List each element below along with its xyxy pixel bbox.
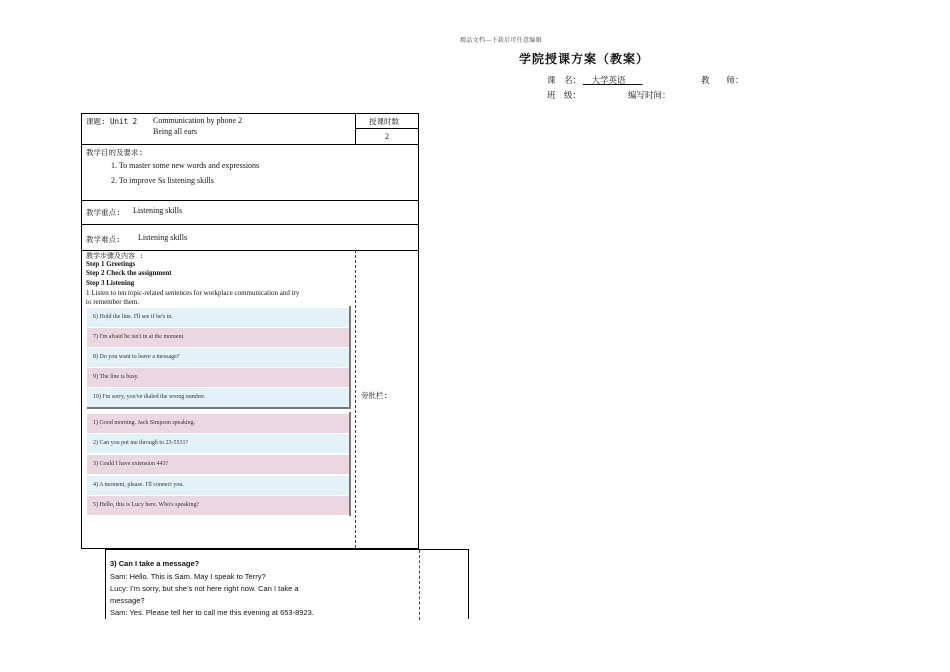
side-note-divider [355, 250, 356, 548]
dialogue-line: message? [110, 596, 145, 605]
class-label: 班 级： [547, 90, 582, 100]
phrase-strip: 6) Hold the line. I'll see if he's in. [87, 308, 349, 327]
phrase-strip: 9) The line is busy. [87, 368, 349, 387]
course-value: 大学英语 [583, 75, 643, 85]
panel-edge [87, 407, 351, 409]
dialogue-title: 3) Can I take a message? [110, 559, 200, 568]
difficulty-value: Listening skills [138, 233, 188, 242]
phrase-strip: 4) A moment, please. I'll connect you. [87, 476, 349, 495]
phrase-strip: 10) I'm sorry, you've dialed the wrong number. [87, 388, 349, 407]
row-divider [82, 144, 418, 145]
phrase-strip: 3) Could I have extension 443? [87, 455, 349, 474]
dialogue-line: Sam: Hello. This is Sam. May I speak to Terry? [110, 572, 266, 581]
objective-item: 1. To master some new words and expressions [111, 161, 260, 170]
step-3-description: 1 Listen to ten topic-related sentences for workplace communication and try [86, 289, 300, 297]
steps-label: 教学步骤及内容 : [86, 252, 144, 260]
hours-label: 授课时数 [369, 117, 399, 126]
objectives-label: 教学目的及要求: [86, 148, 144, 157]
side-note-label: 旁批栏: [361, 391, 389, 400]
side-note-divider [419, 550, 420, 620]
phrase-strip: 7) I'm afraid he isn't in at the moment. [87, 328, 349, 347]
watermark-text: 精品文档—下载后可任意编辑 [460, 38, 542, 44]
step-3: Step 3 Listening [86, 279, 135, 287]
hours-value: 2 [385, 132, 389, 141]
phrase-strip: 8) Do you want to leave a message? [87, 348, 349, 367]
topic-label: 课题: Unit 2 [86, 117, 138, 126]
objective-item: 2. To improve Ss listening skills [111, 176, 214, 185]
step-3-description: to remember them. [86, 298, 140, 306]
phrase-strip: 2) Can you put me through to 23-5531? [87, 434, 349, 453]
panel-edge [349, 306, 351, 408]
teacher-label: 教 师： [701, 75, 744, 85]
course-label: 课 名： [547, 75, 582, 85]
dialogue-line: Lucy: I’m sorry, but she’s not here right now. Can I take a [110, 584, 299, 593]
topic-line2: Being all ears [153, 127, 197, 136]
phrase-strip: 1) Good morning. Jack Simpson speaking. [87, 414, 349, 433]
document-title: 学院授课方案（教案） [519, 52, 650, 66]
row-divider [82, 224, 418, 225]
panel-edge [349, 412, 351, 516]
hours-divider [355, 128, 418, 129]
key-point-label: 教学重点: [86, 208, 121, 217]
phrase-strip: 5) Hello, this is Lucy here. Who's speaking? [87, 496, 349, 515]
step-1: Step 1 Greetings [86, 260, 136, 268]
step-2: Step 2 Check the assignment [86, 269, 172, 277]
header-divider [355, 114, 356, 144]
topic-line1: Communication by phone 2 [153, 116, 243, 125]
key-point-value: Listening skills [133, 206, 183, 215]
row-divider [82, 200, 418, 201]
date-label: 编写时间： [628, 90, 671, 100]
difficulty-label: 教学难点: [86, 235, 121, 244]
dialogue-line: Sam: Yes. Please tell her to call me this evening at 653-8923. [110, 608, 314, 617]
